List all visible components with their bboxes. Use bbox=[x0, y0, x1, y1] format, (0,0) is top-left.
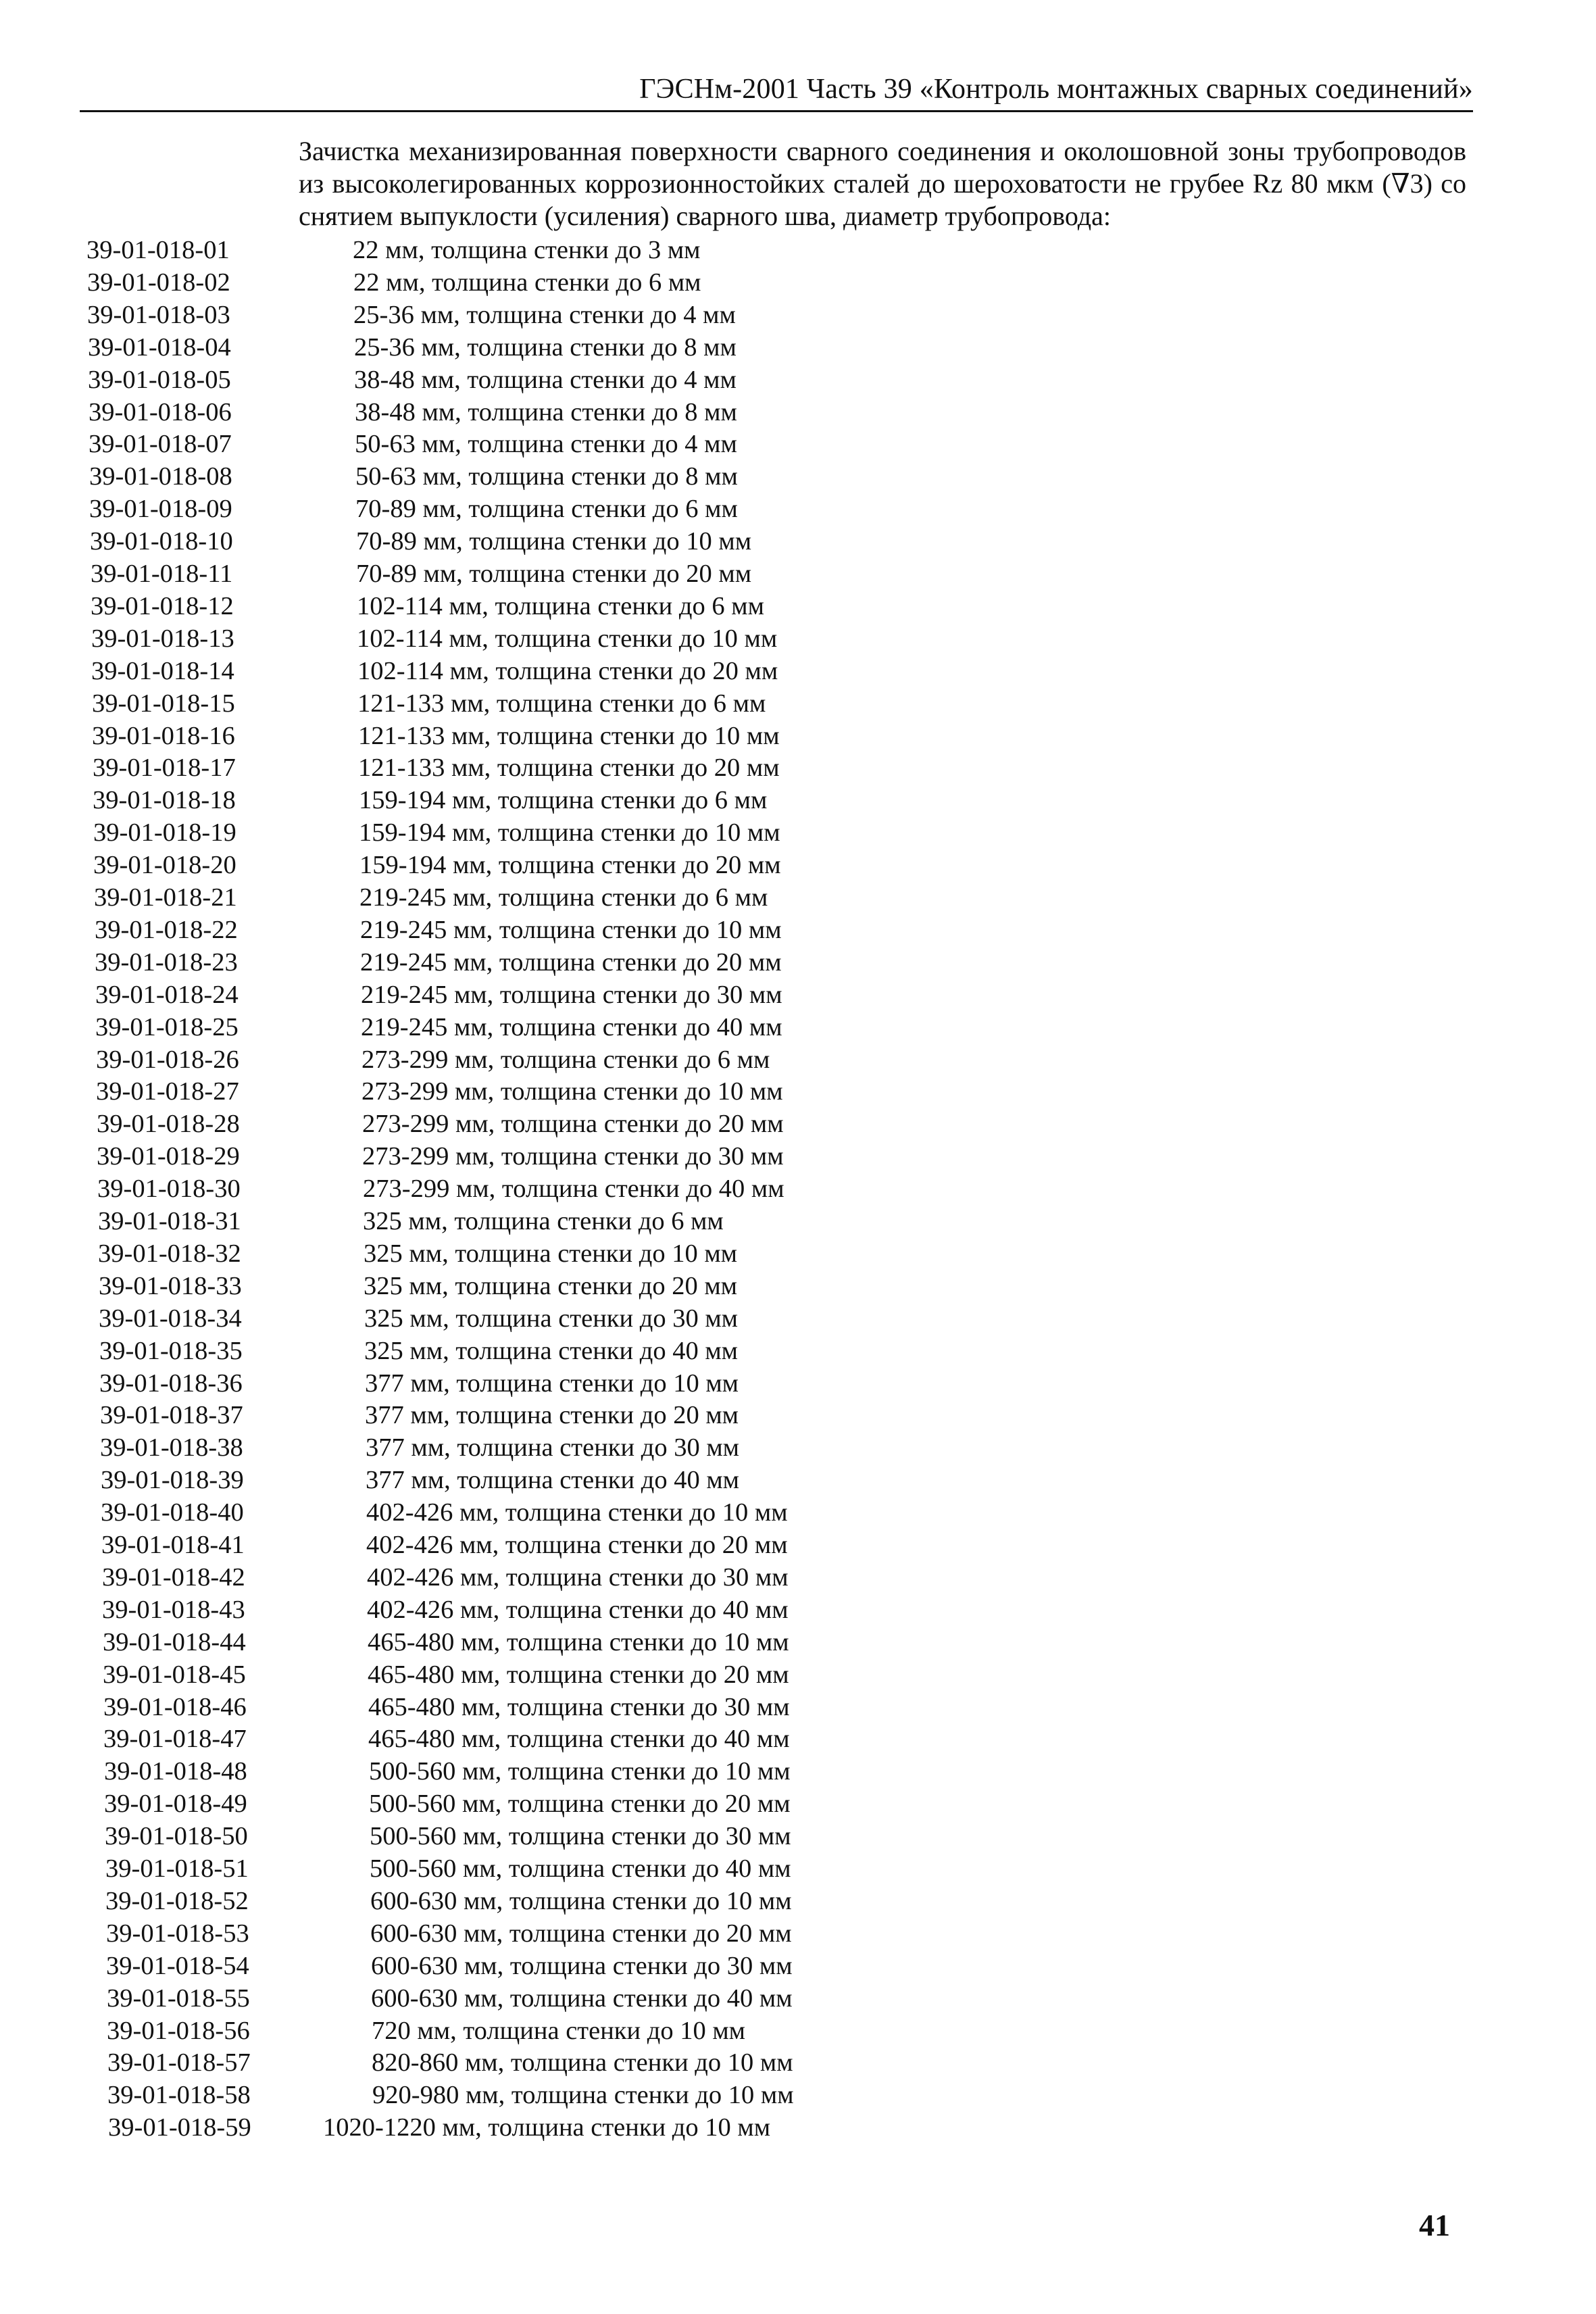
item-code: 39-01-018-27 bbox=[96, 1077, 239, 1106]
item-description: 600-630 мм, толщина стенки до 10 мм bbox=[370, 1886, 792, 1915]
item-code: 39-01-018-25 bbox=[95, 1012, 239, 1041]
item-description: 402-426 мм, толщина стенки до 20 мм bbox=[366, 1531, 788, 1559]
item-code: 39-01-018-49 bbox=[104, 1790, 247, 1819]
item-description: 325 мм, толщина стенки до 30 мм bbox=[364, 1304, 739, 1333]
item-code: 39-01-018-23 bbox=[95, 947, 238, 977]
item-description: 219-245 мм, толщина стенки до 30 мм bbox=[361, 980, 782, 1009]
item-description: 70-89 мм, толщина стенки до 10 мм bbox=[356, 527, 752, 556]
section-intro: Зачистка механизированная поверхности сварного соединения и околошовной зоны трубопроводов из высоколегированных коррозионностойких сталей до шероховатости не грубее Rz 80 мкм (∇3) со снятием выпуклости (усиления) сварного шва, диаметр трубопровода: bbox=[299, 136, 1466, 231]
item-description: 325 мм, толщина стенки до 6 мм bbox=[363, 1207, 724, 1235]
item-code: 39-01-018-50 bbox=[105, 1822, 248, 1851]
item-code: 39-01-018-24 bbox=[95, 980, 239, 1009]
item-description: 273-299 мм, толщина стенки до 30 мм bbox=[362, 1142, 784, 1171]
item-code: 39-01-018-16 bbox=[92, 721, 235, 750]
item-description: 500-560 мм, толщина стенки до 30 мм bbox=[370, 1822, 791, 1851]
item-code: 39-01-018-20 bbox=[93, 851, 236, 880]
item-description: 1020-1220 мм, толщина стенки до 10 мм bbox=[323, 2113, 771, 2142]
item-description: 273-299 мм, толщина стенки до 6 мм bbox=[361, 1045, 770, 1074]
item-code: 39-01-018-05 bbox=[88, 365, 231, 394]
item-code: 39-01-018-54 bbox=[106, 1951, 249, 1980]
item-description: 159-194 мм, толщина стенки до 10 мм bbox=[359, 818, 780, 847]
item-code: 39-01-018-56 bbox=[107, 2016, 250, 2045]
item-description: 121-133 мм, толщина стенки до 10 мм bbox=[358, 721, 780, 750]
item-code: 39-01-018-15 bbox=[92, 689, 235, 718]
item-code: 39-01-018-35 bbox=[99, 1336, 243, 1365]
item-description: 102-114 мм, толщина стенки до 10 мм bbox=[357, 624, 778, 653]
item-description: 38-48 мм, толщина стенки до 8 мм bbox=[355, 397, 737, 426]
item-description: 219-245 мм, толщина стенки до 40 мм bbox=[361, 1012, 782, 1041]
item-description: 22 мм, толщина стенки до 6 мм bbox=[353, 268, 701, 297]
item-code: 39-01-018-14 bbox=[91, 656, 234, 685]
item-description: 720 мм, толщина стенки до 10 мм bbox=[372, 2016, 746, 2045]
item-description: 70-89 мм, толщина стенки до 6 мм bbox=[355, 495, 738, 524]
item-code: 39-01-018-11 bbox=[91, 560, 233, 588]
header-divider bbox=[80, 110, 1473, 112]
item-description: 273-299 мм, толщина стенки до 20 мм bbox=[362, 1110, 784, 1139]
item-code: 39-01-018-02 bbox=[87, 268, 230, 297]
item-description: 25-36 мм, толщина стенки до 8 мм bbox=[354, 333, 737, 362]
item-description: 402-426 мм, толщина стенки до 10 мм bbox=[366, 1498, 788, 1527]
item-description: 50-63 мм, толщина стенки до 8 мм bbox=[355, 462, 738, 491]
item-description: 500-560 мм, толщина стенки до 20 мм bbox=[369, 1790, 791, 1819]
item-code: 39-01-018-03 bbox=[87, 300, 230, 329]
item-description: 22 мм, толщина стенки до 3 мм bbox=[353, 236, 701, 264]
item-description: 219-245 мм, толщина стенки до 6 мм bbox=[359, 883, 768, 912]
item-description: 219-245 мм, толщина стенки до 10 мм bbox=[360, 915, 782, 944]
item-description: 121-133 мм, толщина стенки до 20 мм bbox=[358, 754, 780, 783]
item-description: 219-245 мм, толщина стенки до 20 мм bbox=[360, 947, 782, 977]
item-description: 325 мм, толщина стенки до 10 мм bbox=[364, 1239, 738, 1268]
item-code: 39-01-018-08 bbox=[89, 462, 232, 491]
item-description: 600-630 мм, толщина стенки до 40 мм bbox=[371, 1984, 793, 2013]
item-code: 39-01-018-17 bbox=[93, 754, 236, 783]
item-code: 39-01-018-07 bbox=[89, 430, 232, 459]
item-description: 465-480 мм, толщина стенки до 30 мм bbox=[368, 1692, 790, 1721]
item-code: 39-01-018-41 bbox=[101, 1531, 245, 1559]
item-code: 39-01-018-43 bbox=[102, 1595, 245, 1624]
item-code: 39-01-018-48 bbox=[104, 1757, 247, 1786]
item-code: 39-01-018-18 bbox=[93, 786, 236, 815]
item-description: 159-194 мм, толщина стенки до 20 мм bbox=[359, 851, 781, 880]
item-description: 325 мм, толщина стенки до 20 мм bbox=[364, 1271, 738, 1300]
item-code: 39-01-018-10 bbox=[90, 527, 233, 556]
item-code: 39-01-018-13 bbox=[91, 624, 234, 653]
item-code: 39-01-018-38 bbox=[100, 1433, 243, 1462]
item-code: 39-01-018-22 bbox=[95, 915, 238, 944]
item-description: 273-299 мм, толщина стенки до 40 мм bbox=[363, 1175, 784, 1204]
item-description: 102-114 мм, толщина стенки до 20 мм bbox=[357, 656, 778, 685]
item-description: 465-480 мм, толщина стенки до 20 мм bbox=[368, 1660, 789, 1689]
item-description: 38-48 мм, толщина стенки до 4 мм bbox=[354, 365, 737, 394]
item-code: 39-01-018-09 bbox=[89, 495, 232, 524]
item-description: 50-63 мм, толщина стенки до 4 мм bbox=[355, 430, 737, 459]
item-code: 39-01-018-47 bbox=[103, 1725, 247, 1754]
item-code: 39-01-018-32 bbox=[98, 1239, 241, 1268]
page-number: 41 bbox=[1419, 2208, 1450, 2242]
item-code: 39-01-018-57 bbox=[107, 2048, 251, 2077]
item-code: 39-01-018-21 bbox=[94, 883, 237, 912]
item-code: 39-01-018-33 bbox=[99, 1271, 242, 1300]
item-code: 39-01-018-42 bbox=[102, 1562, 245, 1592]
item-description: 500-560 мм, толщина стенки до 10 мм bbox=[369, 1757, 791, 1786]
item-code: 39-01-018-29 bbox=[97, 1142, 240, 1171]
item-description: 402-426 мм, толщина стенки до 40 мм bbox=[367, 1595, 789, 1624]
item-description: 159-194 мм, толщина стенки до 6 мм bbox=[359, 786, 768, 815]
item-code: 39-01-018-39 bbox=[101, 1466, 244, 1495]
item-description: 402-426 мм, толщина стенки до 30 мм bbox=[367, 1562, 789, 1592]
item-code: 39-01-018-37 bbox=[100, 1401, 243, 1430]
item-description: 377 мм, толщина стенки до 20 мм bbox=[365, 1401, 739, 1430]
item-description: 820-860 мм, толщина стенки до 10 мм bbox=[372, 2048, 793, 2077]
item-code: 39-01-018-45 bbox=[103, 1660, 246, 1689]
item-description: 273-299 мм, толщина стенки до 10 мм bbox=[361, 1077, 783, 1106]
item-description: 920-980 мм, толщина стенки до 10 мм bbox=[372, 2081, 794, 2110]
item-description: 377 мм, толщина стенки до 10 мм bbox=[365, 1369, 739, 1398]
page-header: ГЭСНм-2001 Часть 39 «Контроль монтажных сварных соединений» bbox=[639, 74, 1473, 105]
item-code: 39-01-018-59 bbox=[108, 2113, 251, 2142]
item-description: 25-36 мм, толщина стенки до 4 мм bbox=[353, 300, 736, 329]
item-description: 121-133 мм, толщина стенки до 6 мм bbox=[357, 689, 766, 718]
item-description: 465-480 мм, толщина стенки до 10 мм bbox=[368, 1627, 789, 1656]
item-description: 102-114 мм, толщина стенки до 6 мм bbox=[357, 591, 764, 620]
item-code: 39-01-018-58 bbox=[107, 2081, 251, 2110]
item-description: 325 мм, толщина стенки до 40 мм bbox=[364, 1336, 739, 1365]
item-code: 39-01-018-36 bbox=[99, 1369, 243, 1398]
item-code: 39-01-018-12 bbox=[91, 591, 234, 620]
item-code: 39-01-018-04 bbox=[88, 333, 231, 362]
item-code: 39-01-018-51 bbox=[105, 1854, 249, 1883]
item-description: 70-89 мм, толщина стенки до 20 мм bbox=[356, 560, 752, 588]
item-code: 39-01-018-40 bbox=[101, 1498, 244, 1527]
item-description: 500-560 мм, толщина стенки до 40 мм bbox=[370, 1854, 791, 1883]
item-description: 600-630 мм, толщина стенки до 30 мм bbox=[371, 1951, 793, 1980]
item-code: 39-01-018-53 bbox=[106, 1919, 249, 1948]
item-code: 39-01-018-34 bbox=[99, 1304, 242, 1333]
item-code: 39-01-018-06 bbox=[89, 397, 232, 426]
item-code: 39-01-018-46 bbox=[103, 1692, 247, 1721]
item-code: 39-01-018-44 bbox=[103, 1627, 246, 1656]
item-description: 377 мм, толщина стенки до 30 мм bbox=[366, 1433, 740, 1462]
item-code: 39-01-018-19 bbox=[93, 818, 236, 847]
item-code: 39-01-018-30 bbox=[97, 1175, 241, 1204]
item-description: 377 мм, толщина стенки до 40 мм bbox=[366, 1466, 740, 1495]
item-code: 39-01-018-26 bbox=[96, 1045, 239, 1074]
item-description: 465-480 мм, толщина стенки до 40 мм bbox=[368, 1725, 790, 1754]
item-code: 39-01-018-31 bbox=[98, 1207, 241, 1235]
item-code: 39-01-018-52 bbox=[105, 1886, 249, 1915]
item-description: 600-630 мм, толщина стенки до 20 мм bbox=[370, 1919, 792, 1948]
item-code: 39-01-018-01 bbox=[86, 236, 230, 264]
item-code: 39-01-018-55 bbox=[107, 1984, 250, 2013]
item-code: 39-01-018-28 bbox=[97, 1110, 240, 1139]
